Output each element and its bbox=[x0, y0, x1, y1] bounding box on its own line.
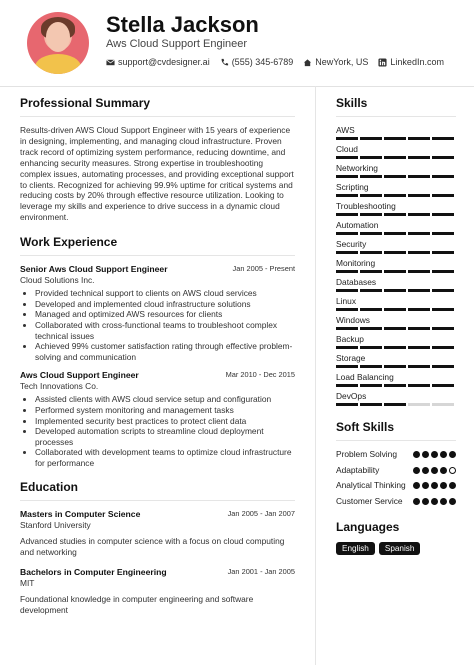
envelope-icon bbox=[106, 58, 115, 67]
rating-dot bbox=[449, 467, 456, 474]
degree-title: Masters in Computer Science bbox=[20, 509, 141, 520]
job-bullet: • Performed system monitoring and management tasks bbox=[35, 405, 295, 416]
skill-item bbox=[336, 334, 456, 349]
education-description: Foundational knowledge in computer engineering and software development bbox=[20, 594, 254, 616]
skill-item bbox=[336, 296, 456, 311]
languages-heading: Languages bbox=[336, 520, 400, 534]
rating-dot bbox=[440, 482, 447, 489]
skill-level-segment bbox=[336, 403, 358, 406]
rating-dot bbox=[413, 498, 420, 505]
skill-level-segment bbox=[384, 232, 406, 235]
skill-level-segment bbox=[336, 213, 358, 216]
profile-photo bbox=[27, 12, 89, 74]
skill-level-segment bbox=[408, 156, 430, 159]
skill-level-bar bbox=[336, 175, 456, 178]
soft-skill-item bbox=[336, 480, 456, 491]
soft-skill-rating bbox=[413, 498, 456, 505]
skill-level-segment bbox=[432, 232, 454, 235]
skill-level-bar bbox=[336, 251, 456, 254]
skill-name: Storage bbox=[336, 353, 366, 363]
skill-item bbox=[336, 125, 456, 140]
skill-level-segment bbox=[432, 194, 454, 197]
soft-skill-item bbox=[336, 465, 456, 476]
soft-skill-name: Customer Service bbox=[336, 495, 403, 506]
skill-level-segment bbox=[408, 213, 430, 216]
soft-skills-rule bbox=[336, 440, 456, 441]
skill-level-segment bbox=[408, 270, 430, 273]
avatar-face bbox=[46, 22, 70, 52]
skill-level-segment bbox=[336, 175, 358, 178]
skill-level-bar bbox=[336, 346, 456, 349]
skill-level-segment bbox=[432, 289, 454, 292]
skill-level-segment bbox=[360, 213, 382, 216]
skill-level-segment bbox=[432, 175, 454, 178]
skill-level-segment bbox=[408, 289, 430, 292]
skill-level-segment bbox=[336, 270, 358, 273]
job-entry bbox=[20, 370, 295, 468]
skill-level-bar bbox=[336, 365, 456, 368]
skill-level-segment bbox=[384, 365, 406, 368]
skills-rule bbox=[336, 116, 456, 117]
skill-level-segment bbox=[408, 308, 430, 311]
rating-dot bbox=[440, 467, 447, 474]
skill-level-segment bbox=[432, 308, 454, 311]
skill-level-segment bbox=[360, 137, 382, 140]
job-bullet: • Developed automation scripts to streamline cloud deployment processes bbox=[35, 426, 295, 447]
skill-level-segment bbox=[336, 156, 358, 159]
skill-level-segment bbox=[384, 156, 406, 159]
skill-level-segment bbox=[360, 327, 382, 330]
soft-skill-name: Adaptability bbox=[336, 464, 380, 475]
soft-skill-rating bbox=[413, 467, 456, 474]
skill-level-segment bbox=[336, 251, 358, 254]
skill-name: DevOps bbox=[336, 391, 367, 401]
skill-level-segment bbox=[360, 194, 382, 197]
candidate-name: Stella Jackson bbox=[106, 12, 259, 37]
skill-level-segment bbox=[432, 156, 454, 159]
rating-dot bbox=[449, 482, 456, 489]
job-bullet: • Collaborated with development teams to optimize cloud infrastructure for performance bbox=[35, 447, 295, 468]
skill-level-segment bbox=[384, 308, 406, 311]
skill-level-segment bbox=[384, 327, 406, 330]
school-name: Stanford University bbox=[20, 520, 91, 531]
skill-level-bar bbox=[336, 384, 456, 387]
skill-level-segment bbox=[360, 232, 382, 235]
education-entry bbox=[20, 567, 295, 616]
skill-level-segment bbox=[360, 403, 382, 406]
skill-level-segment bbox=[360, 270, 382, 273]
education-dates: Jan 2005 - Jan 2007 bbox=[227, 509, 295, 519]
skill-level-segment bbox=[336, 308, 358, 311]
rating-dot bbox=[440, 451, 447, 458]
skill-name: Scripting bbox=[336, 182, 369, 192]
rating-dot bbox=[431, 498, 438, 505]
skill-item bbox=[336, 201, 456, 216]
skill-item bbox=[336, 277, 456, 292]
contact-info bbox=[106, 57, 444, 67]
skill-level-segment bbox=[360, 251, 382, 254]
phone-contact[interactable] bbox=[220, 57, 294, 67]
location-text: NewYork, US bbox=[315, 57, 369, 67]
skill-level-segment bbox=[384, 346, 406, 349]
location-contact bbox=[303, 57, 368, 67]
skill-level-bar bbox=[336, 213, 456, 216]
skill-name: Databases bbox=[336, 277, 377, 287]
skill-name: Backup bbox=[336, 334, 364, 344]
skill-level-segment bbox=[360, 289, 382, 292]
skill-level-segment bbox=[384, 270, 406, 273]
skill-name: Automation bbox=[336, 220, 379, 230]
main-column bbox=[20, 96, 295, 625]
skill-level-bar bbox=[336, 156, 456, 159]
job-dates: Jan 2005 - Present bbox=[232, 264, 295, 274]
job-header bbox=[20, 370, 295, 380]
linkedin-icon bbox=[378, 58, 387, 67]
education-header bbox=[20, 509, 295, 519]
rating-dot bbox=[449, 451, 456, 458]
avatar-shirt bbox=[35, 54, 81, 74]
skill-item bbox=[336, 315, 456, 330]
skill-level-segment bbox=[336, 232, 358, 235]
skill-level-segment bbox=[384, 384, 406, 387]
column-divider bbox=[315, 86, 316, 665]
job-bullet: • Assisted clients with AWS cloud service setup and configuration bbox=[35, 394, 295, 405]
experience-heading: Work Experience bbox=[20, 235, 118, 250]
language-list bbox=[336, 542, 456, 555]
email-contact[interactable] bbox=[106, 57, 210, 67]
job-company: Tech Innovations Co. bbox=[20, 381, 99, 392]
skill-name: Monitoring bbox=[336, 258, 376, 268]
language-tag: Spanish bbox=[379, 542, 421, 555]
rating-dot bbox=[413, 467, 420, 474]
skill-level-segment bbox=[408, 346, 430, 349]
job-bullet: • Provided technical support to clients on AWS cloud services bbox=[35, 288, 295, 299]
rating-dot bbox=[422, 482, 429, 489]
skill-name: Security bbox=[336, 239, 367, 249]
skill-level-bar bbox=[336, 270, 456, 273]
sidebar-column bbox=[336, 96, 456, 555]
skill-level-segment bbox=[384, 213, 406, 216]
summary-heading: Professional Summary bbox=[20, 96, 151, 110]
summary-text: Results-driven AWS Cloud Support Engineer with 15 years of experience in designing, implementing, and managing cloud infrastructure. Proven track record of optimizing system performance, reducing downtime, and enhancing security measures. Strong expertise in troubleshooting complex issues, automating processes, and providing exceptional support to clients. Recognized for achieving 99.9% uptime for critical systems and reducing costs by 20% through effective resource utilization. Looking to leverage my skills and experience to drive success in a dynamic cloud environment. bbox=[20, 125, 294, 223]
linkedin-contact[interactable] bbox=[378, 57, 444, 67]
education-list bbox=[20, 509, 295, 616]
skill-item bbox=[336, 258, 456, 273]
skills-heading: Skills bbox=[336, 96, 368, 110]
rating-dot bbox=[422, 498, 429, 505]
skill-level-segment bbox=[336, 289, 358, 292]
skill-level-bar bbox=[336, 403, 456, 406]
job-bullet: • Achieved 99% customer satisfaction rating through effective problem-solving and communication bbox=[35, 341, 295, 362]
skill-item bbox=[336, 372, 456, 387]
skill-item bbox=[336, 391, 456, 406]
education-entry bbox=[20, 509, 295, 558]
skill-level-segment bbox=[432, 327, 454, 330]
skill-level-segment bbox=[408, 403, 430, 406]
skill-item bbox=[336, 182, 456, 197]
rating-dot bbox=[431, 451, 438, 458]
skill-level-segment bbox=[432, 213, 454, 216]
home-icon bbox=[303, 58, 312, 67]
education-heading: Education bbox=[20, 480, 79, 495]
skill-level-segment bbox=[336, 194, 358, 197]
skill-level-segment bbox=[336, 365, 358, 368]
skill-level-segment bbox=[408, 232, 430, 235]
rating-dot bbox=[413, 451, 420, 458]
skill-level-segment bbox=[360, 156, 382, 159]
skill-level-segment bbox=[384, 403, 406, 406]
soft-skill-item bbox=[336, 449, 456, 460]
skill-level-bar bbox=[336, 327, 456, 330]
linkedin-text: LinkedIn.com bbox=[390, 57, 444, 67]
job-company: Cloud Solutions Inc. bbox=[20, 275, 95, 286]
job-header bbox=[20, 264, 295, 274]
job-bullets bbox=[20, 394, 295, 468]
job-bullet: • Managed and optimized AWS resources for clients bbox=[35, 309, 295, 320]
skill-level-segment bbox=[408, 327, 430, 330]
skill-level-segment bbox=[408, 175, 430, 178]
rating-dot bbox=[440, 498, 447, 505]
skill-item bbox=[336, 220, 456, 235]
job-dates: Mar 2010 - Dec 2015 bbox=[225, 370, 295, 380]
skill-level-segment bbox=[360, 308, 382, 311]
skill-item bbox=[336, 353, 456, 368]
skill-name: Load Balancing bbox=[336, 372, 394, 382]
skill-item bbox=[336, 239, 456, 254]
job-bullet: • Implemented security best practices to protect client data bbox=[35, 416, 295, 427]
job-list bbox=[20, 264, 295, 468]
education-dates: Jan 2001 - Jan 2005 bbox=[227, 567, 295, 577]
rating-dot bbox=[422, 451, 429, 458]
job-entry bbox=[20, 264, 295, 362]
skill-list bbox=[336, 125, 456, 406]
skill-level-segment bbox=[360, 346, 382, 349]
skill-level-segment bbox=[408, 194, 430, 197]
phone-icon bbox=[220, 58, 229, 67]
skill-level-segment bbox=[432, 384, 454, 387]
skill-level-segment bbox=[360, 175, 382, 178]
skill-level-segment bbox=[432, 251, 454, 254]
soft-skill-name: Analytical Thinking bbox=[336, 480, 406, 490]
skill-level-segment bbox=[384, 175, 406, 178]
skill-name: Troubleshooting bbox=[336, 201, 396, 211]
skill-level-segment bbox=[408, 137, 430, 140]
rating-dot bbox=[449, 498, 456, 505]
skill-level-segment bbox=[360, 384, 382, 387]
skill-level-bar bbox=[336, 137, 456, 140]
skill-level-segment bbox=[336, 346, 358, 349]
skill-item bbox=[336, 163, 456, 178]
education-description: Advanced studies in computer science with a focus on cloud computing and networking bbox=[20, 536, 285, 558]
skill-level-segment bbox=[408, 365, 430, 368]
skill-level-segment bbox=[384, 137, 406, 140]
email-text: support@cvdesigner.ai bbox=[118, 57, 210, 67]
skill-name: Linux bbox=[336, 296, 357, 306]
summary-rule bbox=[20, 116, 295, 117]
skill-name: AWS bbox=[336, 125, 355, 135]
education-header bbox=[20, 567, 295, 577]
language-tag: English bbox=[336, 542, 375, 555]
skill-level-segment bbox=[384, 251, 406, 254]
rating-dot bbox=[422, 467, 429, 474]
job-bullet: • Collaborated with cross-functional teams to troubleshoot complex technical issues bbox=[35, 320, 295, 341]
degree-title: Bachelors in Computer Engineering bbox=[20, 567, 167, 578]
soft-skill-list bbox=[336, 449, 456, 506]
rating-dot bbox=[431, 467, 438, 474]
skill-name: Windows bbox=[336, 315, 370, 325]
phone-text: (555) 345-6789 bbox=[231, 57, 294, 67]
skill-level-segment bbox=[432, 346, 454, 349]
candidate-title: Aws Cloud Support Engineer bbox=[106, 38, 248, 50]
job-title: Aws Cloud Support Engineer bbox=[20, 370, 139, 381]
skill-level-segment bbox=[336, 327, 358, 330]
skill-level-segment bbox=[432, 365, 454, 368]
rating-dot bbox=[431, 482, 438, 489]
skill-item bbox=[336, 144, 456, 159]
skill-level-bar bbox=[336, 308, 456, 311]
rating-dot bbox=[413, 482, 420, 489]
skill-level-bar bbox=[336, 289, 456, 292]
experience-rule bbox=[20, 255, 295, 256]
skill-level-segment bbox=[432, 270, 454, 273]
education-rule bbox=[20, 500, 295, 501]
soft-skill-rating bbox=[413, 451, 456, 458]
skill-level-bar bbox=[336, 232, 456, 235]
skill-level-segment bbox=[432, 403, 454, 406]
skill-name: Networking bbox=[336, 163, 378, 173]
soft-skill-rating bbox=[413, 482, 456, 489]
resume-header bbox=[0, 0, 474, 87]
soft-skill-name: Problem Solving bbox=[336, 449, 397, 459]
skill-name: Cloud bbox=[336, 144, 358, 154]
job-title: Senior Aws Cloud Support Engineer bbox=[20, 264, 168, 275]
skill-level-bar bbox=[336, 194, 456, 197]
job-bullet: • Developed and implemented cloud infrastructure solutions bbox=[35, 299, 295, 310]
skill-level-segment bbox=[408, 251, 430, 254]
job-bullets bbox=[20, 288, 295, 362]
skill-level-segment bbox=[408, 384, 430, 387]
skill-level-segment bbox=[360, 365, 382, 368]
school-name: MIT bbox=[20, 578, 35, 589]
skill-level-segment bbox=[432, 137, 454, 140]
soft-skill-item bbox=[336, 496, 456, 507]
skill-level-segment bbox=[336, 137, 358, 140]
skill-level-segment bbox=[384, 194, 406, 197]
soft-skills-heading: Soft Skills bbox=[336, 420, 395, 434]
skill-level-segment bbox=[336, 384, 358, 387]
skill-level-segment bbox=[384, 289, 406, 292]
